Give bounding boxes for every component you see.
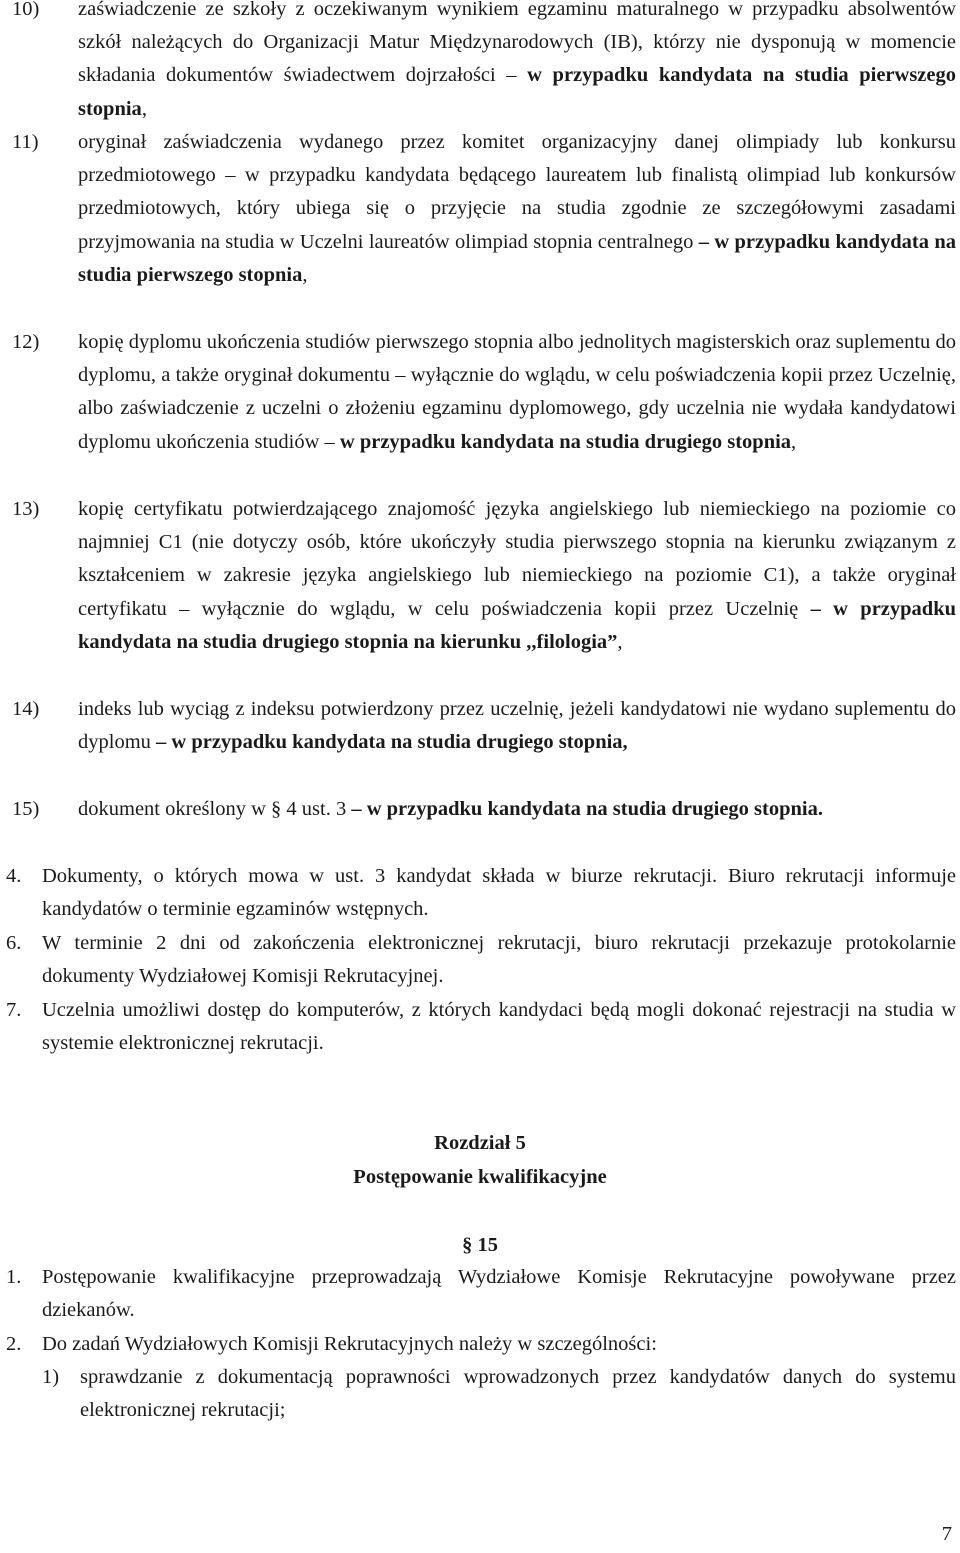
list-item-13 <box>0 493 956 659</box>
paragraph-number: 4. <box>6 865 22 887</box>
item-bold-text: – w przypadku kandydata na studia drugiego stopnia na kierunku ,,filologia” <box>78 597 956 653</box>
paragraph-number: 7. <box>6 999 22 1021</box>
item-text: zaświadczenie ze szkoły z oczekiwanym wynikiem egzaminu maturalnego w przypadku absolwentów szkół należących do Organizacji Matur Międzynarodowych (IB), którzy nie dysponują w momencie składania dokumentów świadectwem dojrzałości – <box>78 0 956 87</box>
chapter-subtitle: Postępowanie kwalifikacyjne <box>353 1166 607 1188</box>
paragraph-text: Do zadań Wydziałowych Komisji Rekrutacyjnych należy w szczególności: <box>42 1333 657 1355</box>
list-item-12 <box>0 326 956 459</box>
item-text: dokument określony w § 4 ust. 3 <box>78 798 352 820</box>
list-item-11 <box>0 126 956 292</box>
chapter-title: Rozdział 5 <box>434 1132 526 1154</box>
item-tail: , <box>141 97 147 120</box>
sub-item-text: sprawdzanie z dokumentacją poprawności wprowadzonych przez kandydatów danych do systemu elektronicznej rekrutacji; <box>80 1366 956 1422</box>
paragraph-7 <box>0 994 956 1060</box>
item-tail: , <box>302 263 308 286</box>
section-paragraph-2 <box>0 1328 956 1361</box>
item-bold-text: w przypadku kandydata na studia pierwszego stopnia <box>78 64 957 120</box>
paragraph-text: W terminie 2 dni od zakończenia elektronicznej rekrutacji, biuro rekrutacji przekazuje protokolarnie dokumenty Wydziałowej Komisji Rekrutacyjnej. <box>42 932 956 988</box>
page-number: 7 <box>941 1523 952 1545</box>
item-text: kopię certyfikatu potwierdzającego znajomość języka angielskiego lub niemieckiego na poziomie co najmniej C1 (nie dotyczy osób, które ukończyły studia pierwszego stopnia na kierunku związanym z kształceniem w zakresie języka angielskiego lub niemieckiego na poziomie C1), a także oryginał certyfikatu – wyłącznie do wglądu, w celu poświadczenia kopii przez Uczelnię <box>78 498 956 620</box>
item-number: 14) <box>12 698 40 720</box>
item-bold-text: – w przypadku kandydata na studia pierwszego stopnia <box>78 230 956 286</box>
section-paragraph-1 <box>0 1261 956 1327</box>
item-text: oryginał zaświadczenia wydanego przez komitet organizacyjny danej olimpiady lub konkursu przedmiotowego – w przypadku kandydata będącego laureatem lub finalistą olimpiad lub konkursów przedmiotowych, który ubiega się o przyjęcie na studia zgodnie ze szczegółowymi zasadami przyjmowania na studia w Uczelni laureatów olimpiad stopnia centralnego <box>78 131 956 253</box>
paragraph-text: Dokumenty, o których mowa w ust. 3 kandydat składa w biurze rekrutacji. Biuro rekrutacji informuje kandydatów o terminie egzaminów wstępnych. <box>42 865 956 921</box>
list-item-15 <box>0 793 956 826</box>
paragraph-4 <box>0 860 956 926</box>
item-tail: , <box>791 430 797 453</box>
item-text: indeks lub wyciąg z indeksu potwierdzony przez uczelnię, jeżeli kandydatowi nie wydano suplementu do dyplomu <box>78 698 956 754</box>
item-number: 12) <box>12 331 40 353</box>
item-bold-text: w przypadku kandydata na studia drugiego stopnia <box>339 430 792 453</box>
paragraph-number: 6. <box>6 932 22 954</box>
item-bold-text: – w przypadku kandydata na studia drugiego stopnia. <box>351 798 823 820</box>
item-number: 10) <box>12 0 40 20</box>
list-item-10 <box>0 0 956 126</box>
section-number: § 15 <box>462 1234 498 1256</box>
item-number: 13) <box>12 498 40 520</box>
sub-item-number: 1) <box>42 1366 60 1388</box>
item-bold-text: – w przypadku kandydata na studia drugiego stopnia, <box>156 731 628 754</box>
item-tail: , <box>617 630 623 653</box>
list-item-14 <box>0 693 956 759</box>
sub-item-1 <box>0 1361 956 1427</box>
item-number: 11) <box>12 131 39 153</box>
paragraph-text: Uczelnia umożliwi dostęp do komputerów, z których kandydaci będą mogli dokonać rejestracji na studia w systemie elektronicznej rekrutacji. <box>42 999 956 1055</box>
paragraph-text: Postępowanie kwalifikacyjne przeprowadzają Wydziałowe Komisje Rekrutacyjne powoływane przez dziekanów. <box>42 1266 956 1322</box>
paragraph-6 <box>0 927 956 993</box>
paragraph-number: 1. <box>6 1266 22 1288</box>
item-text: kopię dyplomu ukończenia studiów pierwszego stopnia albo jednolitych magisterskich oraz suplementu do dyplomu, a także oryginał dokumentu – wyłącznie do wglądu, w celu poświadczenia kopii przez Uczelnię, albo zaświadczenie z uczelni o złożeniu egzaminu dyplomowego, gdy uczelnia nie wydała kandydatowi dyplomu ukończenia studiów – <box>78 331 956 453</box>
paragraph-number: 2. <box>6 1333 22 1355</box>
item-number: 15) <box>12 798 40 820</box>
